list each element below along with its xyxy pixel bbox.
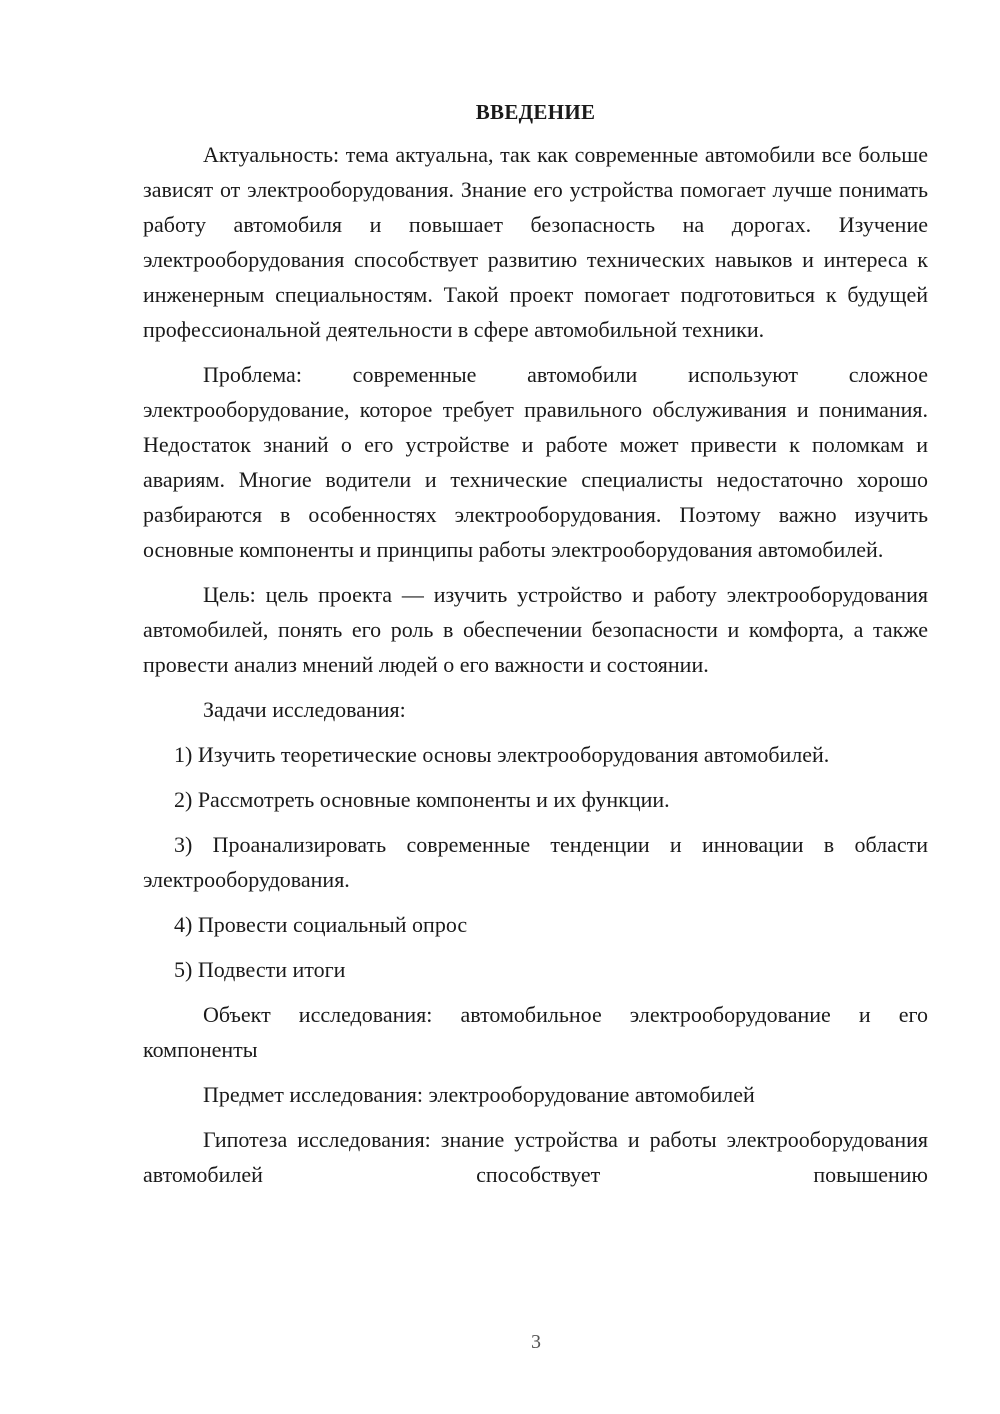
task-item-4: 4) Провести социальный опрос — [174, 912, 468, 937]
task-item-3: 3) Проанализировать современные тенденции и инновации в области электрооборудования. — [143, 832, 928, 892]
object-paragraph: Объект исследования: автомобильное электрооборудование и его компоненты — [143, 1002, 928, 1062]
problem-paragraph: Проблема: современные автомобили используют сложное электрооборудование, которое требует правильного обслуживания и понимания. Недостаток знаний о его устройстве и работе может привести к поломкам и авариям. Многие водители и технические специалисты недостаточно хорошо разбираются в особенностях электрооборудования. Поэтому важно изучить основные компоненты и принципы работы электрооборудования автомобилей. — [143, 362, 928, 562]
task-item-1: 1) Изучить теоретические основы электрооборудования автомобилей. — [174, 742, 830, 767]
tasks-heading: Задачи исследования: — [203, 697, 406, 722]
document-body — [143, 95, 928, 1202]
task-item-2: 2) Рассмотреть основные компоненты и их функции. — [174, 787, 670, 812]
goal-paragraph: Цель: цель проекта — изучить устройство и работу электрооборудования автомобилей, понять его роль в обеспечении безопасности и комфорта, а также провести анализ мнений людей о его важности и состоянии. — [143, 582, 928, 677]
hypothesis-paragraph: Гипотеза исследования: знание устройства и работы электрооборудования автомобилей способствует повышению — [143, 1127, 928, 1187]
page-title: ВВЕДЕНИЕ — [475, 100, 596, 124]
task-item-5: 5) Подвести итоги — [174, 957, 346, 982]
relevance-paragraph: Актуальность: тема актуальна, так как современные автомобили все больше зависят от электрооборудования. Знание его устройства помогает лучше понимать работу автомобиля и повышает безопасность на дорогах. Изучение электрооборудования способствует развитию технических навыков и интереса к инженерным специальностям. Такой проект помогает подготовиться к будущей профессиональной деятельности в сфере автомобильной техники. — [143, 142, 928, 342]
page-number: 3 — [531, 1331, 541, 1353]
subject-paragraph: Предмет исследования: электрооборудование автомобилей — [203, 1082, 755, 1107]
